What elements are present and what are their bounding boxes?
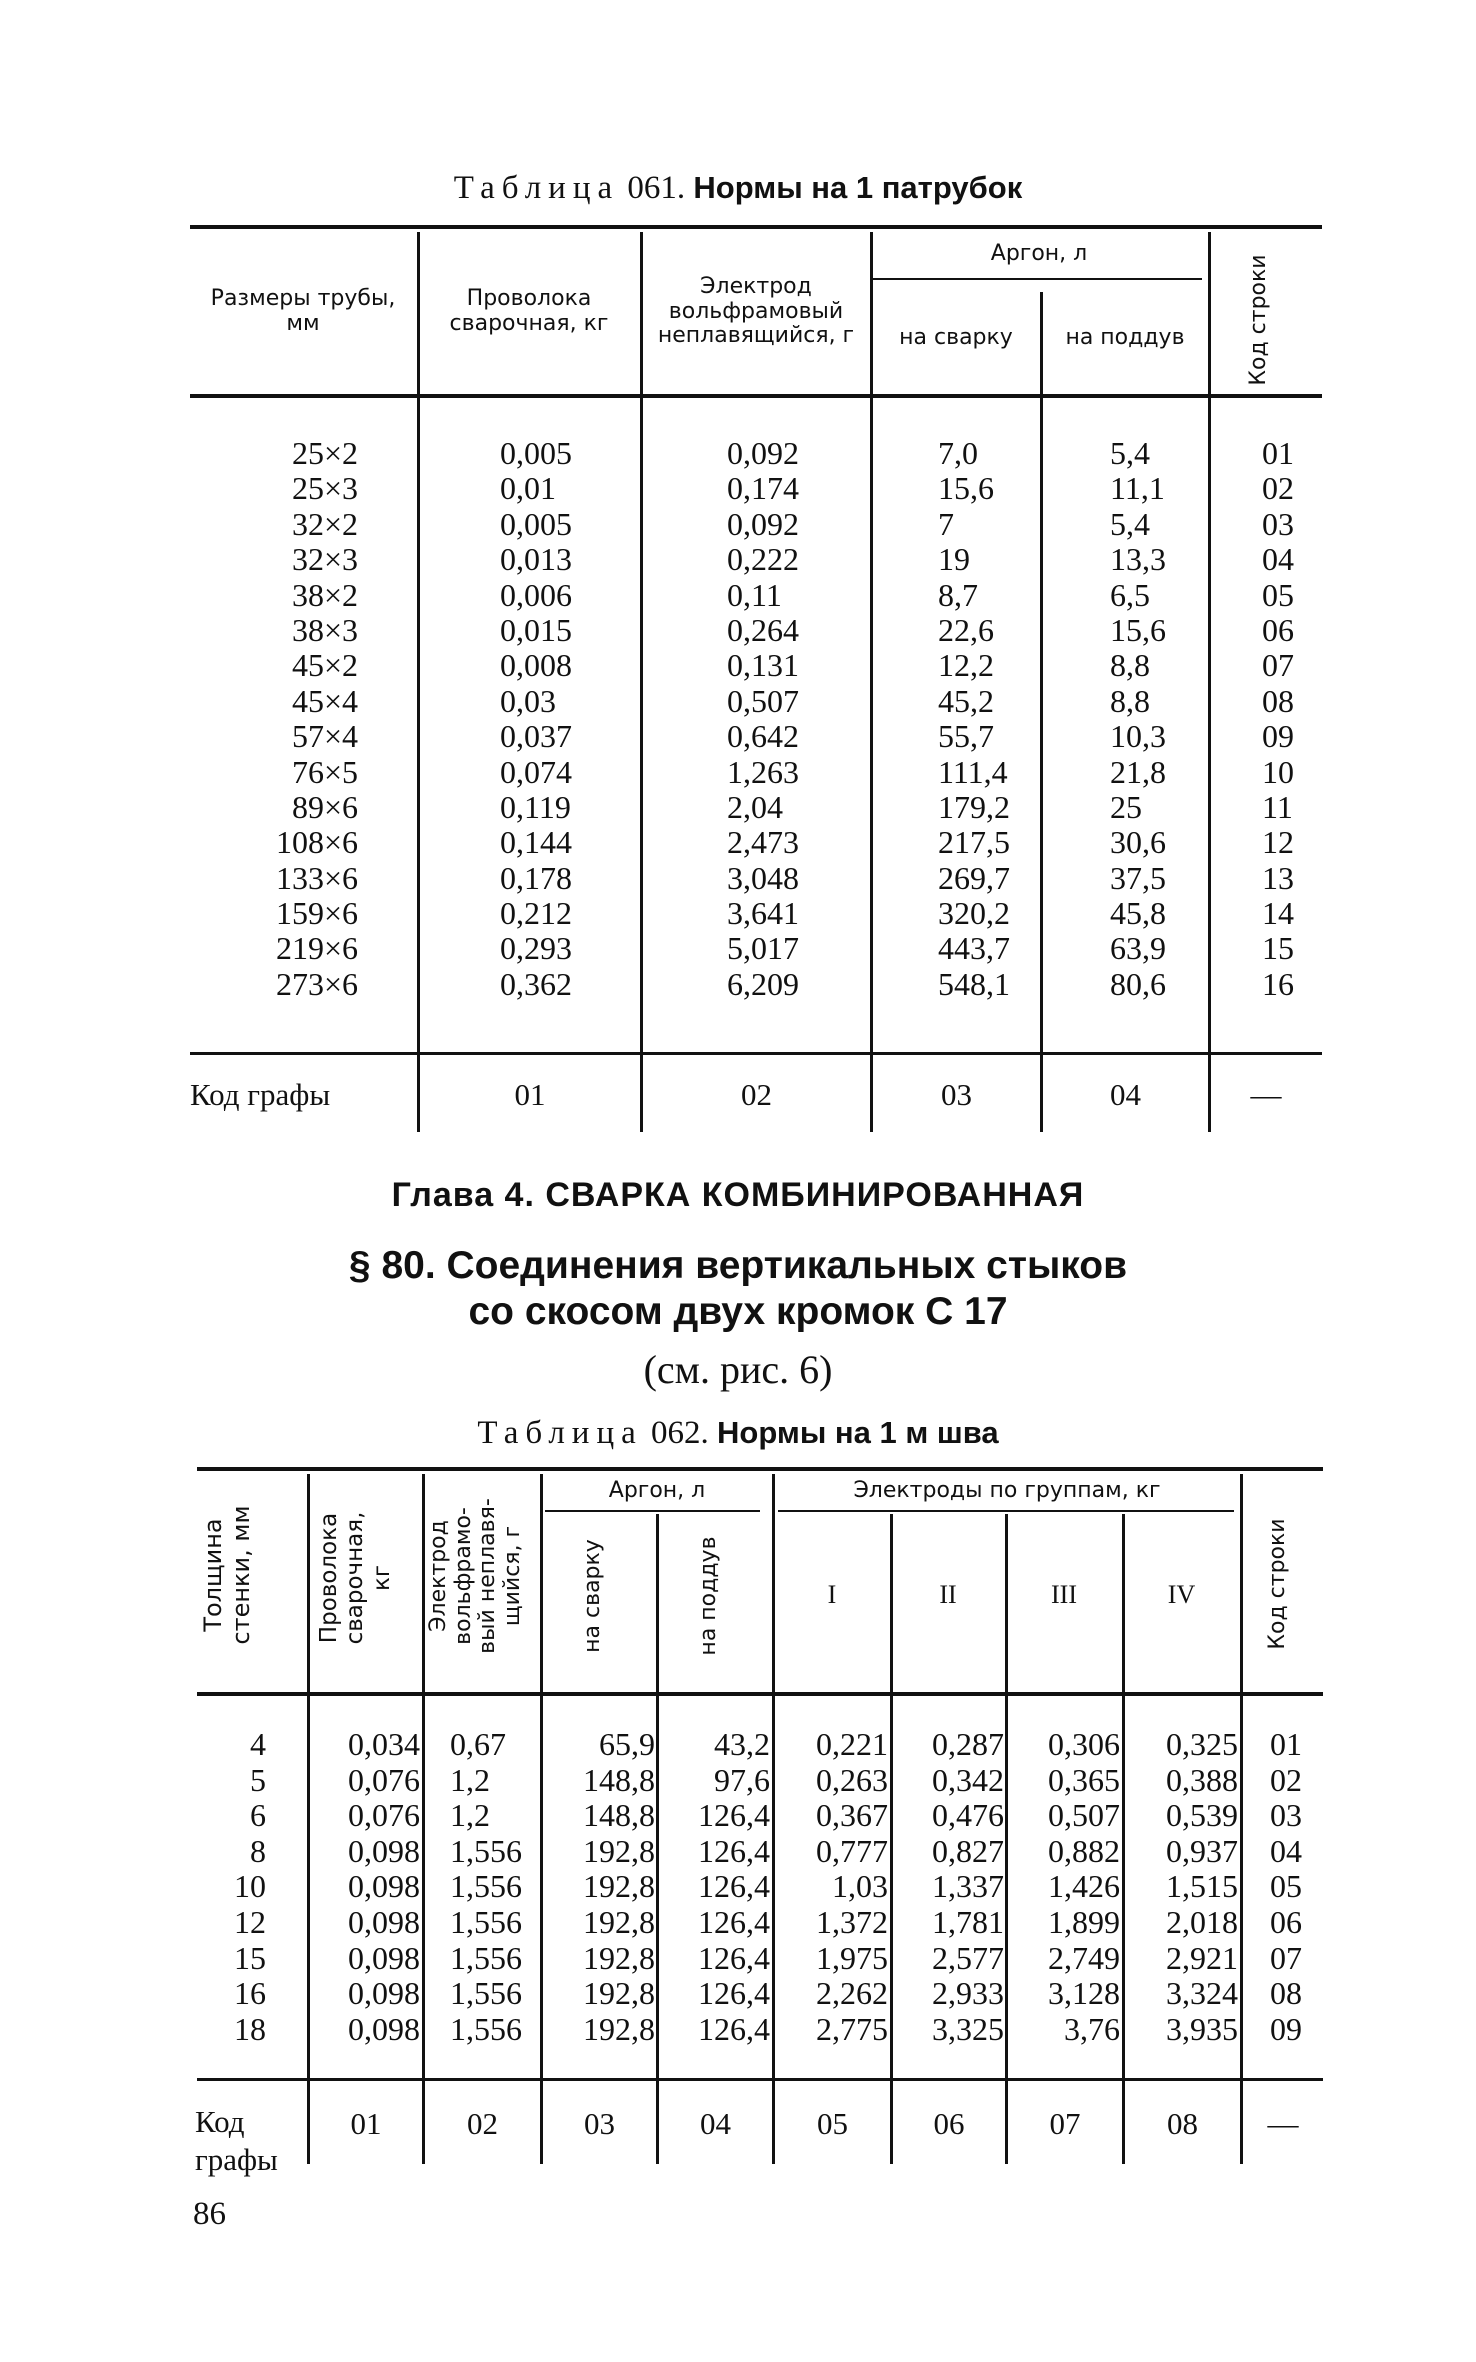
- vline: [540, 1474, 543, 2164]
- cell-argon-blow: 63,9: [1110, 930, 1166, 967]
- cell-wire: 0,144: [500, 824, 572, 861]
- cell-argon-weld: 19: [938, 541, 970, 578]
- cell-row-code: 04: [1270, 1832, 1302, 1869]
- vline: [1240, 1474, 1243, 2164]
- cell-argon-blow: 126,4: [698, 1797, 770, 1834]
- column-code: 08: [1167, 2106, 1198, 2141]
- cell-electrode: 0,092: [727, 435, 799, 471]
- cell-group-3: 3,76: [1064, 2010, 1120, 2047]
- cell-argon-weld: 148,8: [583, 1761, 655, 1798]
- cell-row-code: 15: [1262, 930, 1294, 967]
- cell-row-code: 09: [1270, 2010, 1302, 2047]
- cell-argon-blow: 5,4: [1110, 505, 1150, 542]
- cell-row-code: 06: [1270, 1903, 1302, 1940]
- cell-thickness: 8: [250, 1832, 266, 1869]
- caption-title: Нормы на 1 м шва: [717, 1415, 999, 1450]
- column-code: 02: [467, 2106, 498, 2141]
- column-group-4: [1125, 1727, 1238, 2047]
- column-code: 04: [700, 2106, 731, 2141]
- column-code: 03: [584, 2106, 615, 2141]
- cell-group-2: 0,827: [932, 1832, 1004, 1869]
- cell-pipe-size: 57×4: [291, 718, 358, 755]
- cell-argon-blow: 97,6: [714, 1761, 770, 1798]
- column-code: 01: [514, 1077, 546, 1112]
- cell-group-3: 0,882: [1048, 1832, 1120, 1869]
- table-062-bottom-rule: [197, 2078, 1323, 2081]
- column-code: 05: [817, 2106, 848, 2141]
- cell-electrode: 0,642: [727, 718, 799, 755]
- cell-group-2: 0,342: [932, 1761, 1004, 1798]
- cell-row-code: 11: [1262, 788, 1293, 825]
- cell-argon-weld: 148,8: [583, 1797, 655, 1834]
- caption-number: 061.: [619, 170, 694, 206]
- cell-group-3: 1,899: [1048, 1903, 1120, 1940]
- cell-group-4: 3,935: [1166, 2010, 1238, 2047]
- cell-electrode: 6,209: [727, 965, 799, 1002]
- column-code: 07: [1049, 2106, 1081, 2141]
- table-062-caption: [0, 1415, 1476, 1452]
- cell-electrode: 1,556: [450, 1939, 522, 1976]
- cell-group-2: 1,781: [932, 1903, 1004, 1940]
- section-heading-line-1: § 80. Соединения вертикальных стыков: [348, 1244, 1128, 1287]
- cell-electrode: 1,556: [450, 2010, 522, 2047]
- cell-wire: 0,098: [348, 2010, 420, 2047]
- cell-wire: 0,074: [500, 753, 572, 790]
- cell-wire: 0,293: [500, 930, 572, 967]
- column-code: 06: [933, 2106, 965, 2141]
- cell-argon-weld: 192,8: [583, 1868, 655, 1905]
- cell-group-1: 0,367: [816, 1797, 888, 1834]
- cell-pipe-size: 38×2: [291, 576, 358, 613]
- cell-argon-blow: 13,3: [1110, 541, 1166, 578]
- cell-group-2: 0,476: [932, 1797, 1004, 1834]
- cell-wire: 0,01: [500, 470, 556, 507]
- cell-group-2: 0,287: [932, 1726, 1004, 1762]
- header-size: Размеры трубы, мм: [210, 286, 396, 336]
- cell-argon-blow: 10,3: [1110, 718, 1166, 755]
- cell-thickness: 4: [250, 1726, 266, 1762]
- cell-electrode: 1,556: [450, 1903, 522, 1940]
- cell-row-code: 16: [1262, 965, 1294, 1002]
- header-electrode: Электрод вольфрамо- вый неплавя- щийся, г: [426, 1498, 525, 1654]
- cell-argon-blow: 126,4: [698, 1903, 770, 1940]
- cell-row-code: 12: [1262, 824, 1294, 861]
- cell-electrode: 1,556: [450, 1832, 522, 1869]
- cell-wire: 0,034: [348, 1726, 420, 1762]
- cell-row-code: 07: [1270, 1939, 1302, 1976]
- header-group-4: IV: [1167, 1580, 1196, 1610]
- cell-row-code: 13: [1262, 859, 1294, 896]
- header-wire: Проволока сварочная, кг: [449, 286, 609, 336]
- cell-pipe-size: 25×2: [291, 435, 358, 471]
- cell-group-3: 2,749: [1048, 1939, 1120, 1976]
- cell-group-1: 1,975: [816, 1939, 888, 1976]
- cell-electrode: 1,556: [450, 1868, 522, 1905]
- cell-pipe-size: 32×2: [291, 505, 358, 542]
- header-argon-blow: на поддув: [1065, 325, 1185, 351]
- cell-argon-blow: 45,8: [1110, 895, 1166, 932]
- cell-row-code: 04: [1262, 541, 1294, 578]
- header-group-1: I: [827, 1580, 837, 1610]
- cell-electrode: 0,67: [450, 1726, 506, 1762]
- section-heading-line-2: со скосом двух кромок С 17: [468, 1290, 1008, 1333]
- cell-electrode: 2,04: [727, 788, 783, 825]
- cell-row-code: 02: [1270, 1761, 1302, 1798]
- header-argon: Аргон, л: [990, 240, 1088, 266]
- column-code: 02: [741, 1077, 772, 1112]
- cell-wire: 0,008: [500, 647, 572, 684]
- cell-argon-weld: 65,9: [599, 1726, 655, 1762]
- header-electrode: Электрод вольфрамовый неплавящийся, г: [657, 274, 855, 349]
- cell-argon-blow: 30,6: [1110, 824, 1166, 861]
- cell-thickness: 18: [234, 2010, 266, 2047]
- cell-wire: 0,03: [500, 682, 556, 719]
- cell-group-4: 0,325: [1166, 1726, 1238, 1762]
- cell-wire: 0,362: [500, 965, 572, 1002]
- cell-pipe-size: 25×3: [291, 470, 358, 507]
- cell-electrode: 0,092: [727, 505, 799, 542]
- column-wire: [310, 1727, 420, 2047]
- cell-argon-weld: 15,6: [938, 470, 994, 507]
- cell-group-1: 1,03: [832, 1868, 888, 1905]
- header-electrode-groups: Электроды по группам, кг: [853, 1477, 1161, 1503]
- cell-pipe-size: 273×6: [275, 965, 358, 1002]
- cell-argon-weld: 8,7: [938, 576, 978, 613]
- vline: [1208, 232, 1211, 1132]
- cell-electrode: 3,641: [727, 895, 799, 932]
- cell-thickness: 16: [234, 1975, 266, 2012]
- column-code-label-line-2: графы: [195, 2142, 278, 2177]
- table-061-header-rule: [190, 394, 1322, 398]
- cell-row-code: 01: [1262, 435, 1294, 471]
- cell-electrode: 0,222: [727, 541, 799, 578]
- cell-argon-weld: 179,2: [938, 788, 1010, 825]
- groups-subrule: [778, 1510, 1234, 1512]
- cell-pipe-size: 219×6: [275, 930, 358, 967]
- cell-argon-weld: 269,7: [938, 859, 1010, 896]
- vline: [772, 1474, 775, 2164]
- cell-argon-blow: 126,4: [698, 2010, 770, 2047]
- cell-row-code: 07: [1262, 647, 1294, 684]
- cell-row-code: 03: [1270, 1797, 1302, 1834]
- header-group-3: III: [1051, 1580, 1077, 1610]
- cell-pipe-size: 133×6: [275, 859, 358, 896]
- cell-argon-blow: 6,5: [1110, 576, 1150, 613]
- column-argon-weld: [938, 436, 1038, 1002]
- page-number: 86: [193, 2196, 226, 2232]
- cell-electrode: 0,11: [727, 576, 782, 613]
- column-code-dash: —: [1267, 2106, 1299, 2141]
- cell-electrode: 0,174: [727, 470, 799, 507]
- cell-electrode: 1,2: [450, 1797, 490, 1834]
- cell-wire: 0,006: [500, 576, 572, 613]
- column-wire: [500, 436, 620, 1002]
- cell-argon-weld: 7: [938, 505, 954, 542]
- caption-word: Таблица: [453, 170, 620, 206]
- cell-argon-blow: 126,4: [698, 1868, 770, 1905]
- header-rowcode: Код строки: [1246, 254, 1271, 386]
- cell-wire: 0,098: [348, 1975, 420, 2012]
- cell-argon-weld: 192,8: [583, 2010, 655, 2047]
- cell-wire: 0,098: [348, 1868, 420, 1905]
- cell-group-1: 0,221: [816, 1726, 888, 1762]
- cell-group-3: 0,365: [1048, 1761, 1120, 1798]
- table-061-caption: [0, 170, 1476, 207]
- cell-argon-blow: 37,5: [1110, 859, 1166, 896]
- cell-pipe-size: 108×6: [275, 824, 358, 861]
- cell-group-2: 2,933: [932, 1975, 1004, 2012]
- cell-argon-weld: 217,5: [938, 824, 1010, 861]
- table-062-header-rule: [197, 1692, 1323, 1696]
- cell-group-2: 1,337: [932, 1868, 1004, 1905]
- cell-wire: 0,005: [500, 435, 572, 471]
- cell-argon-weld: 7,0: [938, 435, 978, 471]
- cell-row-code: 02: [1262, 470, 1294, 507]
- cell-argon-blow: 25: [1110, 788, 1142, 825]
- cell-pipe-size: 89×6: [291, 788, 358, 825]
- cell-group-3: 3,128: [1048, 1975, 1120, 2012]
- cell-thickness: 15: [234, 1939, 266, 1976]
- cell-pipe-size: 45×2: [291, 647, 358, 684]
- header-rowcode: Код строки: [1265, 1518, 1290, 1650]
- caption-number: 062.: [642, 1415, 718, 1451]
- cell-electrode: 1,263: [727, 753, 799, 790]
- cell-wire: 0,076: [348, 1761, 420, 1798]
- column-electrode: [450, 1727, 538, 2047]
- cell-thickness: 5: [250, 1761, 266, 1798]
- vline: [1040, 292, 1043, 1132]
- argon-subrule: [872, 278, 1202, 280]
- column-argon-blow: [660, 1727, 770, 2047]
- vline: [422, 1474, 425, 2164]
- column-code-label-line-1: Код: [195, 2104, 245, 2139]
- cell-group-2: 3,325: [932, 2010, 1004, 2047]
- column-row-code: [1270, 1727, 1320, 2047]
- cell-electrode: 5,017: [727, 930, 799, 967]
- column-argon-blow: [1110, 436, 1200, 1002]
- cell-wire: 0,098: [348, 1832, 420, 1869]
- cell-pipe-size: 38×3: [291, 611, 358, 648]
- vline: [870, 232, 873, 1132]
- cell-group-3: 0,306: [1048, 1726, 1120, 1762]
- cell-row-code: 01: [1270, 1726, 1302, 1762]
- header-argon: Аргон, л: [608, 1477, 706, 1503]
- cell-group-3: 0,507: [1048, 1797, 1120, 1834]
- column-group-2: [893, 1727, 1004, 2047]
- cell-electrode: 3,048: [727, 859, 799, 896]
- cell-group-1: 2,775: [816, 2010, 888, 2047]
- cell-pipe-size: 76×5: [291, 753, 358, 790]
- cell-argon-blow: 11,1: [1110, 470, 1165, 507]
- cell-argon-weld: 192,8: [583, 1903, 655, 1940]
- cell-thickness: 12: [234, 1903, 266, 1940]
- cell-thickness: 6: [250, 1797, 266, 1834]
- cell-pipe-size: 45×4: [291, 682, 358, 719]
- header-argon-blow: на поддув: [696, 1536, 721, 1656]
- table-062-top-rule: [197, 1467, 1323, 1471]
- column-thickness: [200, 1727, 266, 2047]
- cell-pipe-size: 159×6: [275, 895, 358, 932]
- caption-title: Нормы на 1 патрубок: [693, 170, 1023, 205]
- figure-reference: (см. рис. 6): [643, 1347, 833, 1392]
- cell-group-4: 2,921: [1166, 1939, 1238, 1976]
- cell-group-4: 0,539: [1166, 1797, 1238, 1834]
- header-wire: Проволока сварочная, кг: [316, 1511, 395, 1645]
- cell-group-2: 2,577: [932, 1939, 1004, 1976]
- column-code-label: Код графы: [190, 1077, 331, 1112]
- cell-argon-blow: 21,8: [1110, 753, 1166, 790]
- cell-row-code: 08: [1270, 1975, 1302, 2012]
- cell-group-1: 2,262: [816, 1975, 888, 2012]
- cell-group-4: 1,515: [1166, 1868, 1238, 1905]
- column-pipe-size: [240, 436, 358, 1002]
- cell-group-1: 0,777: [816, 1832, 888, 1869]
- cell-argon-weld: 320,2: [938, 895, 1010, 932]
- cell-argon-weld: 12,2: [938, 647, 994, 684]
- cell-argon-blow: 126,4: [698, 1975, 770, 2012]
- cell-row-code: 10: [1262, 753, 1294, 790]
- cell-argon-blow: 8,8: [1110, 647, 1150, 684]
- cell-row-code: 03: [1262, 505, 1294, 542]
- cell-row-code: 09: [1262, 718, 1294, 755]
- cell-group-4: 3,324: [1166, 1975, 1238, 2012]
- chapter-heading: Глава 4. СВАРКА КОМБИНИРОВАННАЯ: [391, 1176, 1085, 1214]
- cell-group-3: 1,426: [1048, 1868, 1120, 1905]
- column-code: 03: [941, 1077, 972, 1112]
- cell-thickness: 10: [234, 1868, 266, 1905]
- cell-argon-blow: 126,4: [698, 1939, 770, 1976]
- cell-argon-weld: 443,7: [938, 930, 1010, 967]
- cell-wire: 0,037: [500, 718, 572, 755]
- cell-row-code: 08: [1262, 682, 1294, 719]
- header-argon-weld: на сварку: [899, 325, 1013, 351]
- cell-wire: 0,119: [500, 788, 571, 825]
- cell-argon-blow: 5,4: [1110, 435, 1150, 471]
- cell-wire: 0,212: [500, 895, 572, 932]
- column-group-1: [776, 1727, 888, 2047]
- column-row-code: [1262, 436, 1322, 1002]
- column-code-dash: —: [1250, 1077, 1282, 1112]
- cell-argon-weld: 22,6: [938, 611, 994, 648]
- vline: [656, 1514, 659, 2164]
- cell-row-code: 05: [1270, 1868, 1302, 1905]
- table-061-top-rule: [190, 225, 1322, 229]
- cell-argon-blow: 126,4: [698, 1832, 770, 1869]
- cell-electrode: 0,264: [727, 611, 799, 648]
- column-code: 01: [350, 2106, 382, 2141]
- cell-wire: 0,178: [500, 859, 572, 896]
- cell-argon-weld: 548,1: [938, 965, 1010, 1002]
- cell-argon-weld: 111,4: [938, 753, 1008, 790]
- vline: [640, 232, 643, 1132]
- cell-argon-weld: 192,8: [583, 1975, 655, 2012]
- cell-wire: 0,098: [348, 1939, 420, 1976]
- cell-group-4: 0,388: [1166, 1761, 1238, 1798]
- column-group-3: [1008, 1727, 1120, 2047]
- argon-subrule: [545, 1510, 760, 1512]
- cell-electrode: 1,2: [450, 1761, 490, 1798]
- column-electrode: [727, 436, 847, 1002]
- cell-electrode: 2,473: [727, 824, 799, 861]
- cell-argon-weld: 192,8: [583, 1832, 655, 1869]
- caption-word: Таблица: [477, 1415, 643, 1451]
- cell-group-1: 0,263: [816, 1761, 888, 1798]
- header-group-2: II: [939, 1580, 957, 1610]
- cell-electrode: 0,507: [727, 682, 799, 719]
- cell-argon-weld: 55,7: [938, 718, 994, 755]
- cell-row-code: 06: [1262, 611, 1294, 648]
- cell-wire: 0,076: [348, 1797, 420, 1834]
- cell-group-4: 0,937: [1166, 1832, 1238, 1869]
- cell-row-code: 14: [1262, 895, 1294, 932]
- cell-argon-blow: 8,8: [1110, 682, 1150, 719]
- cell-argon-blow: 15,6: [1110, 611, 1166, 648]
- cell-electrode: 0,131: [727, 647, 799, 684]
- column-code: 04: [1110, 1077, 1141, 1112]
- cell-wire: 0,015: [500, 611, 572, 648]
- cell-group-4: 2,018: [1166, 1903, 1238, 1940]
- cell-row-code: 05: [1262, 576, 1294, 613]
- column-argon-weld: [545, 1727, 655, 2047]
- header-thickness: Толщина стенки, мм: [199, 1505, 255, 1645]
- cell-wire: 0,005: [500, 505, 572, 542]
- cell-argon-weld: 192,8: [583, 1939, 655, 1976]
- cell-group-1: 1,372: [816, 1903, 888, 1940]
- cell-argon-blow: 43,2: [714, 1726, 770, 1762]
- cell-electrode: 1,556: [450, 1975, 522, 2012]
- cell-wire: 0,013: [500, 541, 572, 578]
- table-061-bottom-rule: [190, 1052, 1322, 1055]
- cell-argon-blow: 80,6: [1110, 965, 1166, 1002]
- cell-pipe-size: 32×3: [291, 541, 358, 578]
- cell-argon-weld: 45,2: [938, 682, 994, 719]
- header-argon-weld: на сварку: [580, 1539, 605, 1653]
- cell-wire: 0,098: [348, 1903, 420, 1940]
